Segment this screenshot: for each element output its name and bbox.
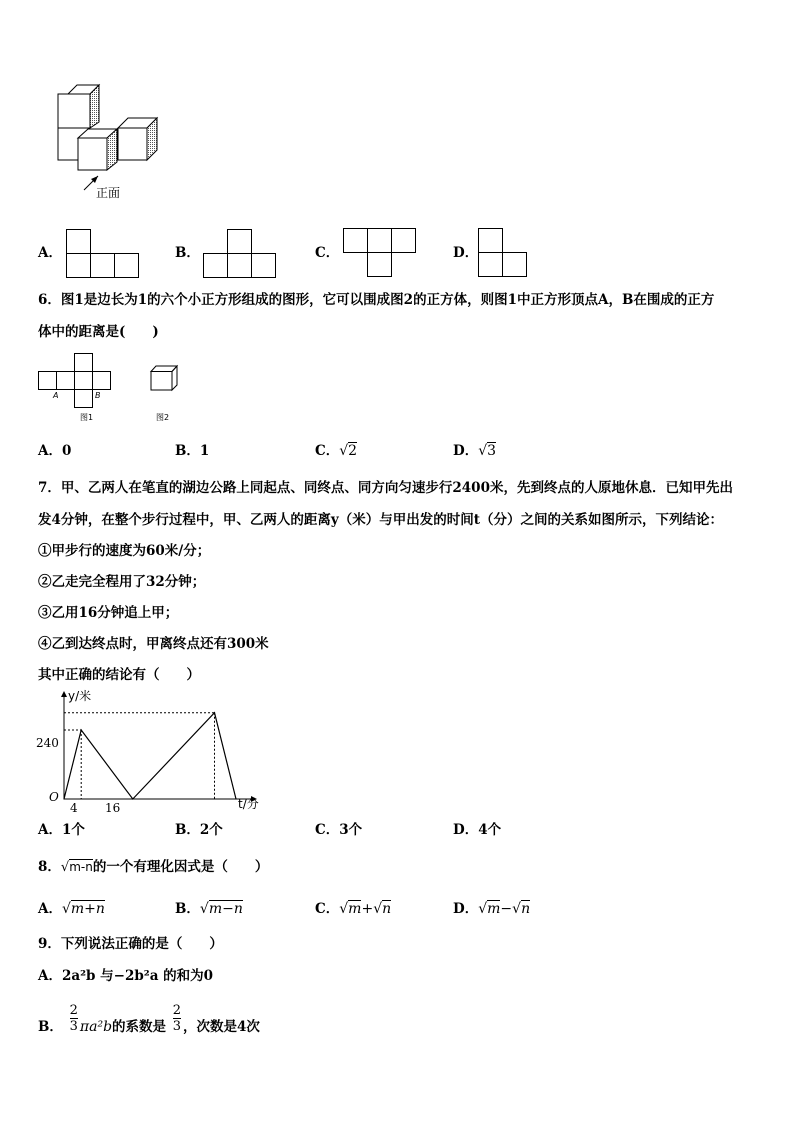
q6-figure2-cube [150, 365, 180, 391]
q8-option-d-label: D． [453, 901, 479, 917]
q8-option-c-op: + [361, 901, 374, 917]
chart-ylabel: y/米 [68, 689, 92, 703]
q7-option-c[interactable]: C．3个 [315, 822, 363, 838]
q6-point-a: A [53, 391, 59, 400]
q6-fig1-label: 图1 [80, 413, 94, 422]
q5-option-c[interactable]: C． [315, 245, 340, 261]
q5-front-label: 正面 [96, 186, 121, 200]
q8-option-d-op: − [500, 901, 513, 917]
q7-option-a[interactable]: A．1个 [38, 822, 85, 838]
q8-option-d-right: n [521, 901, 531, 917]
chart-series-line [64, 713, 236, 799]
q6-option-a[interactable]: A．0 [38, 443, 72, 459]
q8-radicand: m-n [69, 860, 93, 874]
q8-prefix: 8． [38, 859, 61, 875]
q8-option-a-expr: m+n [70, 901, 105, 917]
q8-option-d[interactable]: D．√m−√n [453, 901, 531, 917]
q7-stem-line1: 7．甲、乙两人在笔直的湖边公路上同起点、同终点、同方向匀速步行2400米，先到终点的人原地休息．已知甲先出 [38, 480, 733, 496]
q9-option-b-tail: ，次数是4次 [183, 1019, 260, 1035]
q8-option-c-left: m [348, 901, 362, 917]
q5-option-b-shape [203, 229, 277, 279]
q9-option-b-body: πa²b [79, 1019, 113, 1035]
q8-option-c-label: C． [315, 901, 340, 917]
q7-stem-line2: 发4分钟，在整个步行过程中，甲、乙两人的距离y（米）与甲出发的时间t（分）之间的关系如图所示，下列结论： [38, 512, 723, 528]
q5-option-a[interactable]: A． [38, 245, 62, 261]
q7-chart [30, 688, 270, 813]
q8-option-a-label: A． [38, 901, 62, 917]
q6-option-b[interactable]: B．1 [175, 443, 210, 459]
q6-option-d-label: D． [453, 443, 479, 459]
q5-option-c-shape [343, 228, 417, 278]
q6-option-d[interactable]: D．√3 [453, 443, 497, 459]
q7-statement-2: ②乙走完全程用了32分钟； [38, 574, 206, 590]
q7-statement-1: ①甲步行的速度为60米/分； [38, 543, 211, 559]
q9-frac2-den: 3 [172, 1019, 182, 1034]
chart-origin: O [49, 790, 59, 804]
chart-xtick-16: 16 [105, 801, 121, 815]
q9-option-b[interactable] [38, 1003, 260, 1043]
q5-option-b[interactable]: B． [175, 245, 200, 261]
q9-option-b-label: B． [38, 1019, 63, 1035]
q8-option-c-right: n [382, 901, 392, 917]
q9-option-a[interactable]: A．2a²b 与−2b²a 的和为0 [38, 968, 214, 984]
q9-frac1-num: 2 [69, 1003, 78, 1018]
q5-option-d[interactable]: D． [453, 245, 479, 261]
q7-statement-3: ③乙用16分钟追上甲； [38, 605, 179, 621]
q8-option-d-left: m [487, 901, 501, 917]
q9-option-b-mid: 的系数是 [112, 1019, 167, 1035]
chart-ytick-240: 240 [36, 736, 59, 750]
q6-option-d-radicand: 3 [487, 443, 497, 459]
q8-suffix: 的一个有理化因式是（ ） [92, 859, 269, 875]
q7-option-b[interactable]: B．2个 [175, 822, 223, 838]
q7-option-d[interactable]: D．4个 [453, 822, 502, 838]
q5-option-a-shape [66, 229, 140, 279]
q8-option-c[interactable]: C．√m+√n [315, 901, 392, 917]
q6-option-c[interactable]: C．√2 [315, 443, 358, 459]
q6-option-c-radicand: 2 [348, 443, 358, 459]
q5-option-d-shape [478, 228, 528, 278]
q9-stem: 9．下列说法正确的是（ ） [38, 936, 223, 952]
q8-option-b-expr: m−n [208, 901, 243, 917]
chart-xtick-4: 4 [70, 801, 78, 815]
q9-frac2-num: 2 [172, 1003, 182, 1018]
q7-question: 其中正确的结论有（ ） [38, 667, 200, 683]
q6-point-b: B [95, 391, 101, 400]
q6-stem-line2: 体中的距离是( ) [38, 324, 159, 340]
chart-xlabel: t/分 [238, 797, 259, 811]
q9-frac1-den: 3 [69, 1019, 78, 1034]
q8-stem: 8．√m-n的一个有理化因式是（ ） [38, 859, 269, 875]
q8-option-a[interactable]: A．√m+n [38, 901, 105, 917]
q8-option-b[interactable]: B．√m−n [175, 901, 243, 917]
q6-fig2-label: 图2 [156, 413, 170, 422]
q6-option-c-label: C． [315, 443, 340, 459]
q6-figure1-net [38, 353, 114, 409]
q8-option-b-label: B． [175, 901, 200, 917]
q7-statement-4: ④乙到达终点时，甲离终点还有300米 [38, 636, 269, 652]
q6-stem-line1: 6．图1是边长为1的六个小正方形组成的图形，它可以围成图2的正方体，则图1中正方形顶点A，B在围成的正方 [38, 292, 715, 308]
